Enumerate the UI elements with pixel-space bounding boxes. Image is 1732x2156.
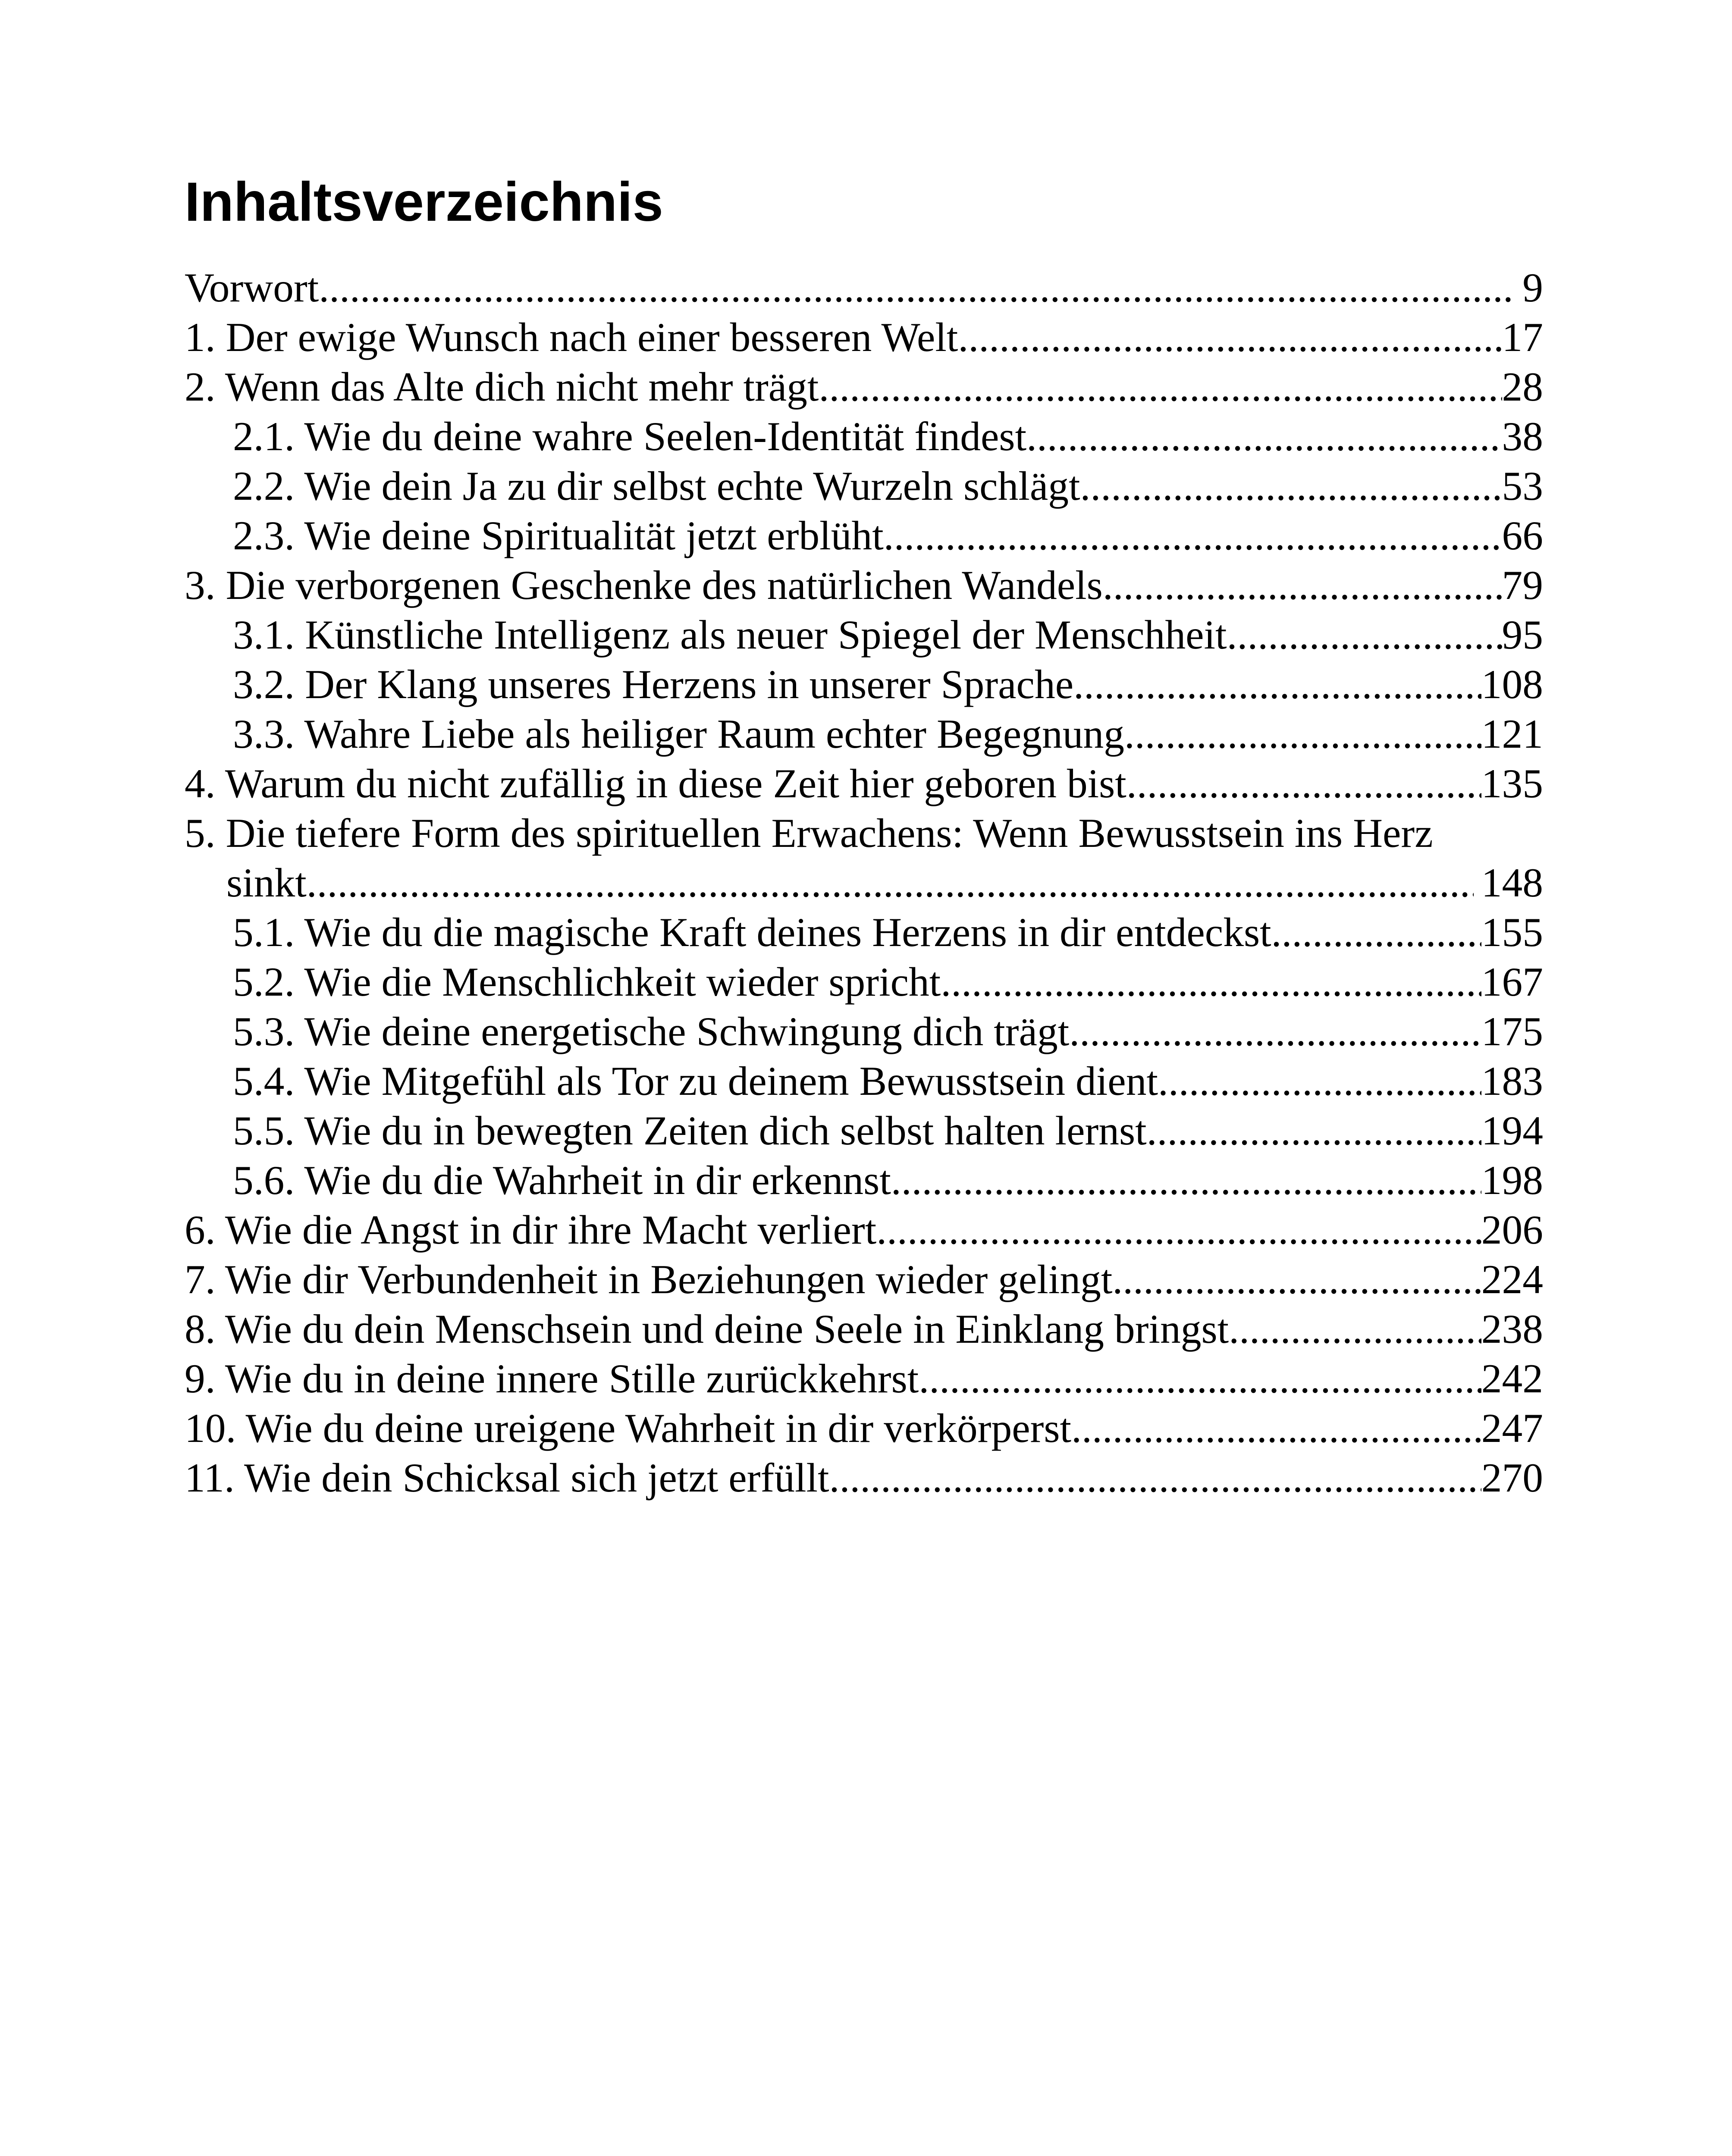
toc-page-number: 108	[1481, 661, 1543, 707]
toc-dot-leader	[1112, 1255, 1481, 1304]
toc-dot-leader	[884, 511, 1502, 561]
toc-page-number: 238	[1481, 1306, 1543, 1352]
toc-dot-leader	[1069, 1007, 1481, 1056]
toc-entry[interactable]	[185, 1404, 1543, 1453]
toc-entry[interactable]	[185, 461, 1543, 511]
toc-entry-label: 5. Die tiefere Form des spirituellen Erwachens: Wenn Bewusstsein ins Herz	[185, 810, 1433, 856]
toc-entry-label: 8. Wie du dein Menschsein und deine Seele in Einklang bringst	[185, 1306, 1229, 1352]
toc-page-number: 28	[1502, 364, 1543, 410]
toc-entry[interactable]	[185, 1354, 1543, 1404]
toc-entry-label: Vorwort	[185, 265, 319, 310]
toc-entry[interactable]	[185, 610, 1543, 660]
toc-dot-leader	[1073, 660, 1481, 709]
toc-page-number: 121	[1481, 711, 1543, 757]
toc-entry-label: 5.4. Wie Mitgefühl als Tor zu deinem Bewusstsein dient	[233, 1058, 1158, 1104]
toc-entry[interactable]	[185, 759, 1543, 808]
toc-dot-leader	[1080, 461, 1502, 511]
toc-entry-label: 5.5. Wie du in bewegten Zeiten dich selbst halten lernst	[233, 1108, 1147, 1153]
toc-dot-leader	[1103, 561, 1502, 610]
toc-dot-leader	[319, 263, 1515, 313]
toc-dot-leader	[829, 1453, 1481, 1503]
toc-dot-leader	[958, 313, 1502, 362]
toc-entry-label: 5.2. Wie die Menschlichkeit wieder spricht	[233, 959, 941, 1005]
toc-entry-label: 1. Der ewige Wunsch nach einer besseren Welt	[185, 314, 958, 360]
toc-page-number: 198	[1481, 1157, 1543, 1203]
toc-page-number: 155	[1481, 909, 1543, 955]
toc-dot-leader	[1026, 412, 1502, 461]
toc-entry-label: 6. Wie die Angst in dir ihre Macht verliert	[185, 1207, 877, 1253]
toc-dot-leader	[891, 1156, 1481, 1205]
toc-page-number: 17	[1502, 314, 1543, 360]
toc-entry-label: 4. Warum du nicht zufällig in diese Zeit hier geboren bist	[185, 761, 1126, 806]
toc-entry[interactable]	[185, 1007, 1543, 1056]
toc-entry-label: 5.6. Wie du die Wahrheit in dir erkennst	[233, 1157, 891, 1203]
table-of-contents	[185, 263, 1543, 1503]
toc-page-number: 206	[1481, 1207, 1543, 1253]
toc-page-number: 167	[1481, 959, 1543, 1005]
toc-dot-leader	[307, 858, 1474, 908]
toc-page-number: 175	[1481, 1009, 1543, 1054]
toc-dot-leader	[876, 1205, 1481, 1255]
toc-entry[interactable]	[185, 908, 1543, 957]
toc-dot-leader	[1229, 1304, 1481, 1354]
toc-entry[interactable]	[185, 1255, 1543, 1304]
toc-entry-label: 2.2. Wie dein Ja zu dir selbst echte Wurzeln schlägt	[233, 463, 1080, 509]
toc-page-number: 53	[1502, 463, 1543, 509]
toc-dot-leader	[1071, 1404, 1481, 1453]
toc-page-number: 66	[1502, 513, 1543, 558]
toc-dot-leader	[1126, 759, 1481, 808]
toc-entry-label: 2.1. Wie du deine wahre Seelen-Identität findest	[233, 414, 1027, 459]
toc-page-number: 224	[1481, 1257, 1543, 1302]
toc-entry-label: 5.1. Wie du die magische Kraft deines Herzens in dir entdeckst	[233, 909, 1271, 955]
toc-page-number: 148	[1481, 860, 1543, 906]
toc-entry-label: 5.3. Wie deine energetische Schwingung dich trägt	[233, 1009, 1070, 1054]
toc-entry-label: 2.3. Wie deine Spiritualität jetzt erblüht	[233, 513, 884, 558]
toc-entry-label: 3. Die verborgenen Geschenke des natürlichen Wandels	[185, 562, 1103, 608]
toc-entry[interactable]	[185, 660, 1543, 709]
toc-entry-label: 3.2. Der Klang unseres Herzens in unserer Sprache	[233, 661, 1074, 707]
page-title: Inhaltsverzeichnis	[185, 171, 663, 233]
toc-page-number: 242	[1481, 1356, 1543, 1401]
toc-entry[interactable]	[185, 709, 1543, 759]
toc-dot-leader	[1147, 1106, 1481, 1156]
toc-entry-label: 9. Wie du in deine innere Stille zurückkehrst	[185, 1356, 919, 1401]
toc-dot-leader	[1271, 908, 1481, 957]
toc-page-number: 95	[1502, 612, 1543, 658]
toc-dot-leader	[819, 362, 1502, 412]
toc-entry[interactable]	[185, 362, 1543, 412]
toc-entry-label: 2. Wenn das Alte dich nicht mehr trägt	[185, 364, 819, 410]
toc-page-number: 270	[1481, 1455, 1543, 1501]
toc-dot-leader	[941, 957, 1481, 1007]
toc-dot-leader	[1158, 1056, 1481, 1106]
toc-entry-label: 3.3. Wahre Liebe als heiliger Raum echter Begegnung	[233, 711, 1124, 757]
toc-entry[interactable]	[185, 1205, 1543, 1255]
toc-entry[interactable]	[185, 313, 1543, 362]
toc-entry[interactable]	[185, 957, 1543, 1007]
toc-entry[interactable]	[185, 263, 1543, 313]
toc-dot-leader	[919, 1354, 1481, 1404]
toc-entry[interactable]	[185, 511, 1543, 561]
toc-entry-label: 7. Wie dir Verbundenheit in Beziehungen wieder gelingt	[185, 1257, 1113, 1302]
toc-page-number: 183	[1481, 1058, 1543, 1104]
toc-entry-label: 11. Wie dein Schicksal sich jetzt erfüllt	[185, 1455, 829, 1501]
toc-dot-leader	[1124, 709, 1481, 759]
toc-entry[interactable]	[185, 561, 1543, 610]
toc-page-number: 247	[1481, 1405, 1543, 1451]
toc-entry[interactable]	[185, 1056, 1543, 1106]
toc-entry[interactable]	[185, 1304, 1543, 1354]
toc-entry-label: 3.1. Künstliche Intelligenz als neuer Spiegel der Menschheit	[233, 612, 1227, 658]
toc-entry[interactable]	[185, 1453, 1543, 1503]
toc-entry[interactable]	[185, 412, 1543, 461]
toc-dot-leader	[1227, 610, 1502, 660]
toc-page-number: 194	[1481, 1108, 1543, 1153]
toc-page-number: 79	[1502, 562, 1543, 608]
toc-page-number: 9	[1522, 265, 1543, 310]
toc-entry-label: 10. Wie du deine ureigene Wahrheit in dir verkörperst	[185, 1405, 1072, 1451]
toc-page-number: 38	[1502, 414, 1543, 459]
toc-entry[interactable]	[185, 1106, 1543, 1156]
toc-entry[interactable]	[185, 1156, 1543, 1205]
toc-entry-continuation[interactable]	[185, 858, 1543, 908]
toc-entry-label-continuation: sinkt	[226, 860, 307, 906]
toc-page-number: 135	[1481, 761, 1543, 806]
toc-entry[interactable]	[185, 808, 1543, 858]
